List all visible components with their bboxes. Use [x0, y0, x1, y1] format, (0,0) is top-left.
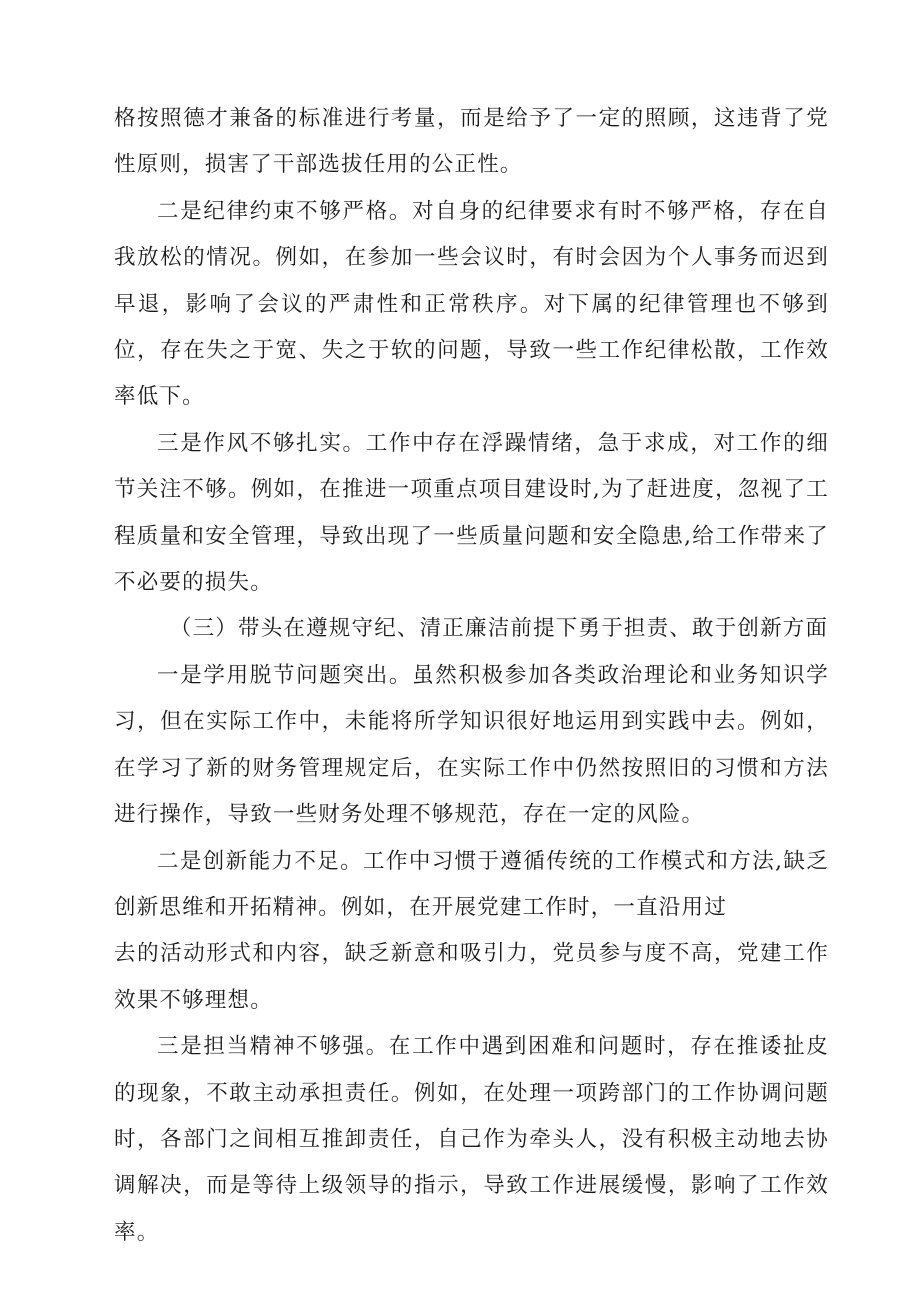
document-body: [114, 96, 829, 1256]
paragraph-study-practice: 一是学用脱节问题突出。虽然积极参加各类政治理论和业务知识学习，但在实际工作中，未能将所学知识很好地运用到实践中去。例如，在学习了新的财务管理规定后，在实际工作中仍然按照旧的习惯和方法进行操作，导致一些财务处理不够规范，存在一定的风险。: [114, 662, 829, 828]
paragraph-responsibility: 三是担当精神不够强。在工作中遇到困难和问题时，存在推诿扯皮的现象，不敢主动承担责任。例如，在处理一项跨部门的工作协调问题时，各部门之间相互推卸责任，自己作为牵头人，没有积极主动地去协调解决，而是等待上级领导的指示，导致工作进展缓慢，影响了工作效率。: [114, 1034, 829, 1245]
paragraph-continuation: 格按照德才兼备的标准进行考量，而是给予了一定的照顾，这违背了党性原则，损害了干部选拔任用的公正性。: [114, 106, 829, 178]
paragraph-discipline: 二是纪律约束不够严格。对自身的纪律要求有时不够严格，存在自我放松的情况。例如，在参加一些会议时，有时会因为个人事务而迟到早退，影响了会议的严肃性和正常秩序。对下属的纪律管理也不够到位，存在失之于宽、失之于软的问题，导致一些工作纪律松散，工作效率低下。: [114, 198, 829, 410]
paragraph-innovation: 二是创新能力不足。工作中习惯于遵循传统的工作模式和方法,缺乏创新思维和开拓精神。例如，在开展党建工作时，一直沿用过: [114, 848, 829, 920]
paragraph-work-style: 三是作风不够扎实。工作中存在浮躁情绪，急于求成，对工作的细节关注不够。例如，在推进一项重点项目建设时,为了赶进度，忽视了工程质量和安全管理，导致出现了一些质量问题和安全隐患,给工作带来了不必要的损失。: [114, 430, 829, 596]
section-heading-three: （三）带头在遵规守纪、清正廉洁前提下勇于担责、敢于创新方面: [169, 616, 829, 642]
paragraph-innovation-continued: 去的活动形式和内容，缺乏新意和吸引力，党员参与度不高，党建工作效果不够理想。: [114, 941, 829, 1013]
